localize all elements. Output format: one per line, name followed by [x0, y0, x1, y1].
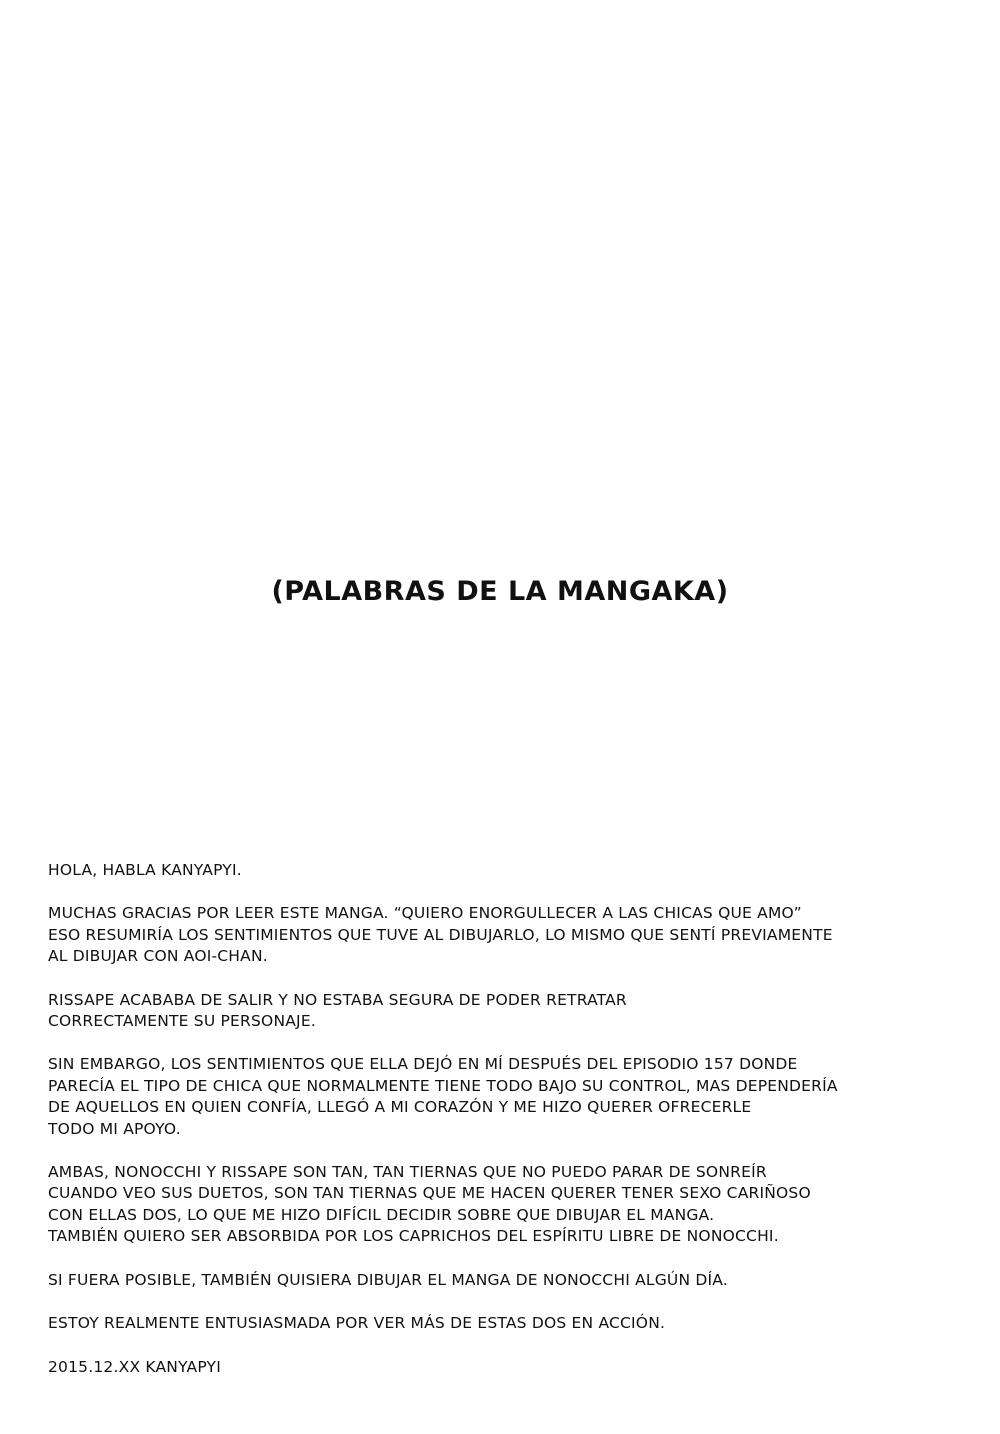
text-line: TAMBIÉN QUIERO SER ABSORBIDA POR LOS CAPRICHOS DEL ESPÍRITU LIBRE DE NONOCCHI. [48, 1227, 779, 1246]
paragraph-episode [48, 1054, 948, 1140]
text-line: CORRECTAMENTE SU PERSONAJE. [48, 1012, 316, 1031]
text-line: RISSAPE ACABABA DE SALIR Y NO ESTABA SEGURA DE PODER RETRATAR [48, 990, 627, 1009]
paragraph-excited [48, 1313, 948, 1334]
text-line: TODO MI APOYO. [48, 1119, 181, 1138]
afterword-text [48, 860, 948, 1400]
text-line: SIN EMBARGO, LOS SENTIMIENTOS QUE ELLA DEJÓ EN MÍ DESPUÉS DEL EPISODIO 157 DONDE [48, 1055, 798, 1074]
paragraph-both [48, 1162, 948, 1248]
page-title: (PALABRAS DE LA MANGAKA) [271, 576, 729, 607]
text-line: DE AQUELLOS EN QUIEN CONFÍA, LLEGÓ A MI CORAZÓN Y ME HIZO QUERER OFRECERLE [48, 1098, 752, 1117]
text-line: ESTOY REALMENTE ENTUSIASMADA POR VER MÁS DE ESTAS DOS EN ACCIÓN. [48, 1314, 666, 1333]
text-line: MUCHAS GRACIAS POR LEER ESTE MANGA. “QUIERO ENORGULLECER A LAS CHICAS QUE AMO” [48, 904, 802, 923]
text-line: CUANDO VEO SUS DUETOS, SON TAN TIERNAS QUE ME HACEN QUERER TENER SEXO CARIÑOSO [48, 1184, 811, 1203]
text-line: AL DIBUJAR CON AOI-CHAN. [48, 947, 268, 966]
text-line: SI FUERA POSIBLE, TAMBIÉN QUISIERA DIBUJAR EL MANGA DE NONOCCHI ALGÚN DÍA. [48, 1270, 728, 1289]
text-line: AMBAS, NONOCCHI Y RISSAPE SON TAN, TAN TIERNAS QUE NO PUEDO PARAR DE SONREÍR [48, 1163, 767, 1182]
text-line: HOLA, HABLA KANYAPYI. [48, 861, 242, 879]
paragraph-thanks [48, 903, 948, 967]
text-line: 2015.12.XX KANYAPYI [48, 1357, 221, 1376]
paragraph-rissape [48, 990, 948, 1033]
text-line: CON ELLAS DOS, LO QUE ME HIZO DIFÍCIL DECIDIR SOBRE QUE DIBUJAR EL MANGA. [48, 1205, 715, 1224]
text-line: PARECÍA EL TIPO DE CHICA QUE NORMALMENTE TIENE TODO BAJO SU CONTROL, MAS DEPENDERÍA [48, 1076, 838, 1095]
signature-date [48, 1357, 948, 1378]
paragraph-greeting [48, 860, 948, 881]
paragraph-wish [48, 1270, 948, 1291]
text-line: ESO RESUMIRÍA LOS SENTIMIENTOS QUE TUVE AL DIBUJARLO, LO MISMO QUE SENTÍ PREVIAMENTE [48, 925, 833, 944]
